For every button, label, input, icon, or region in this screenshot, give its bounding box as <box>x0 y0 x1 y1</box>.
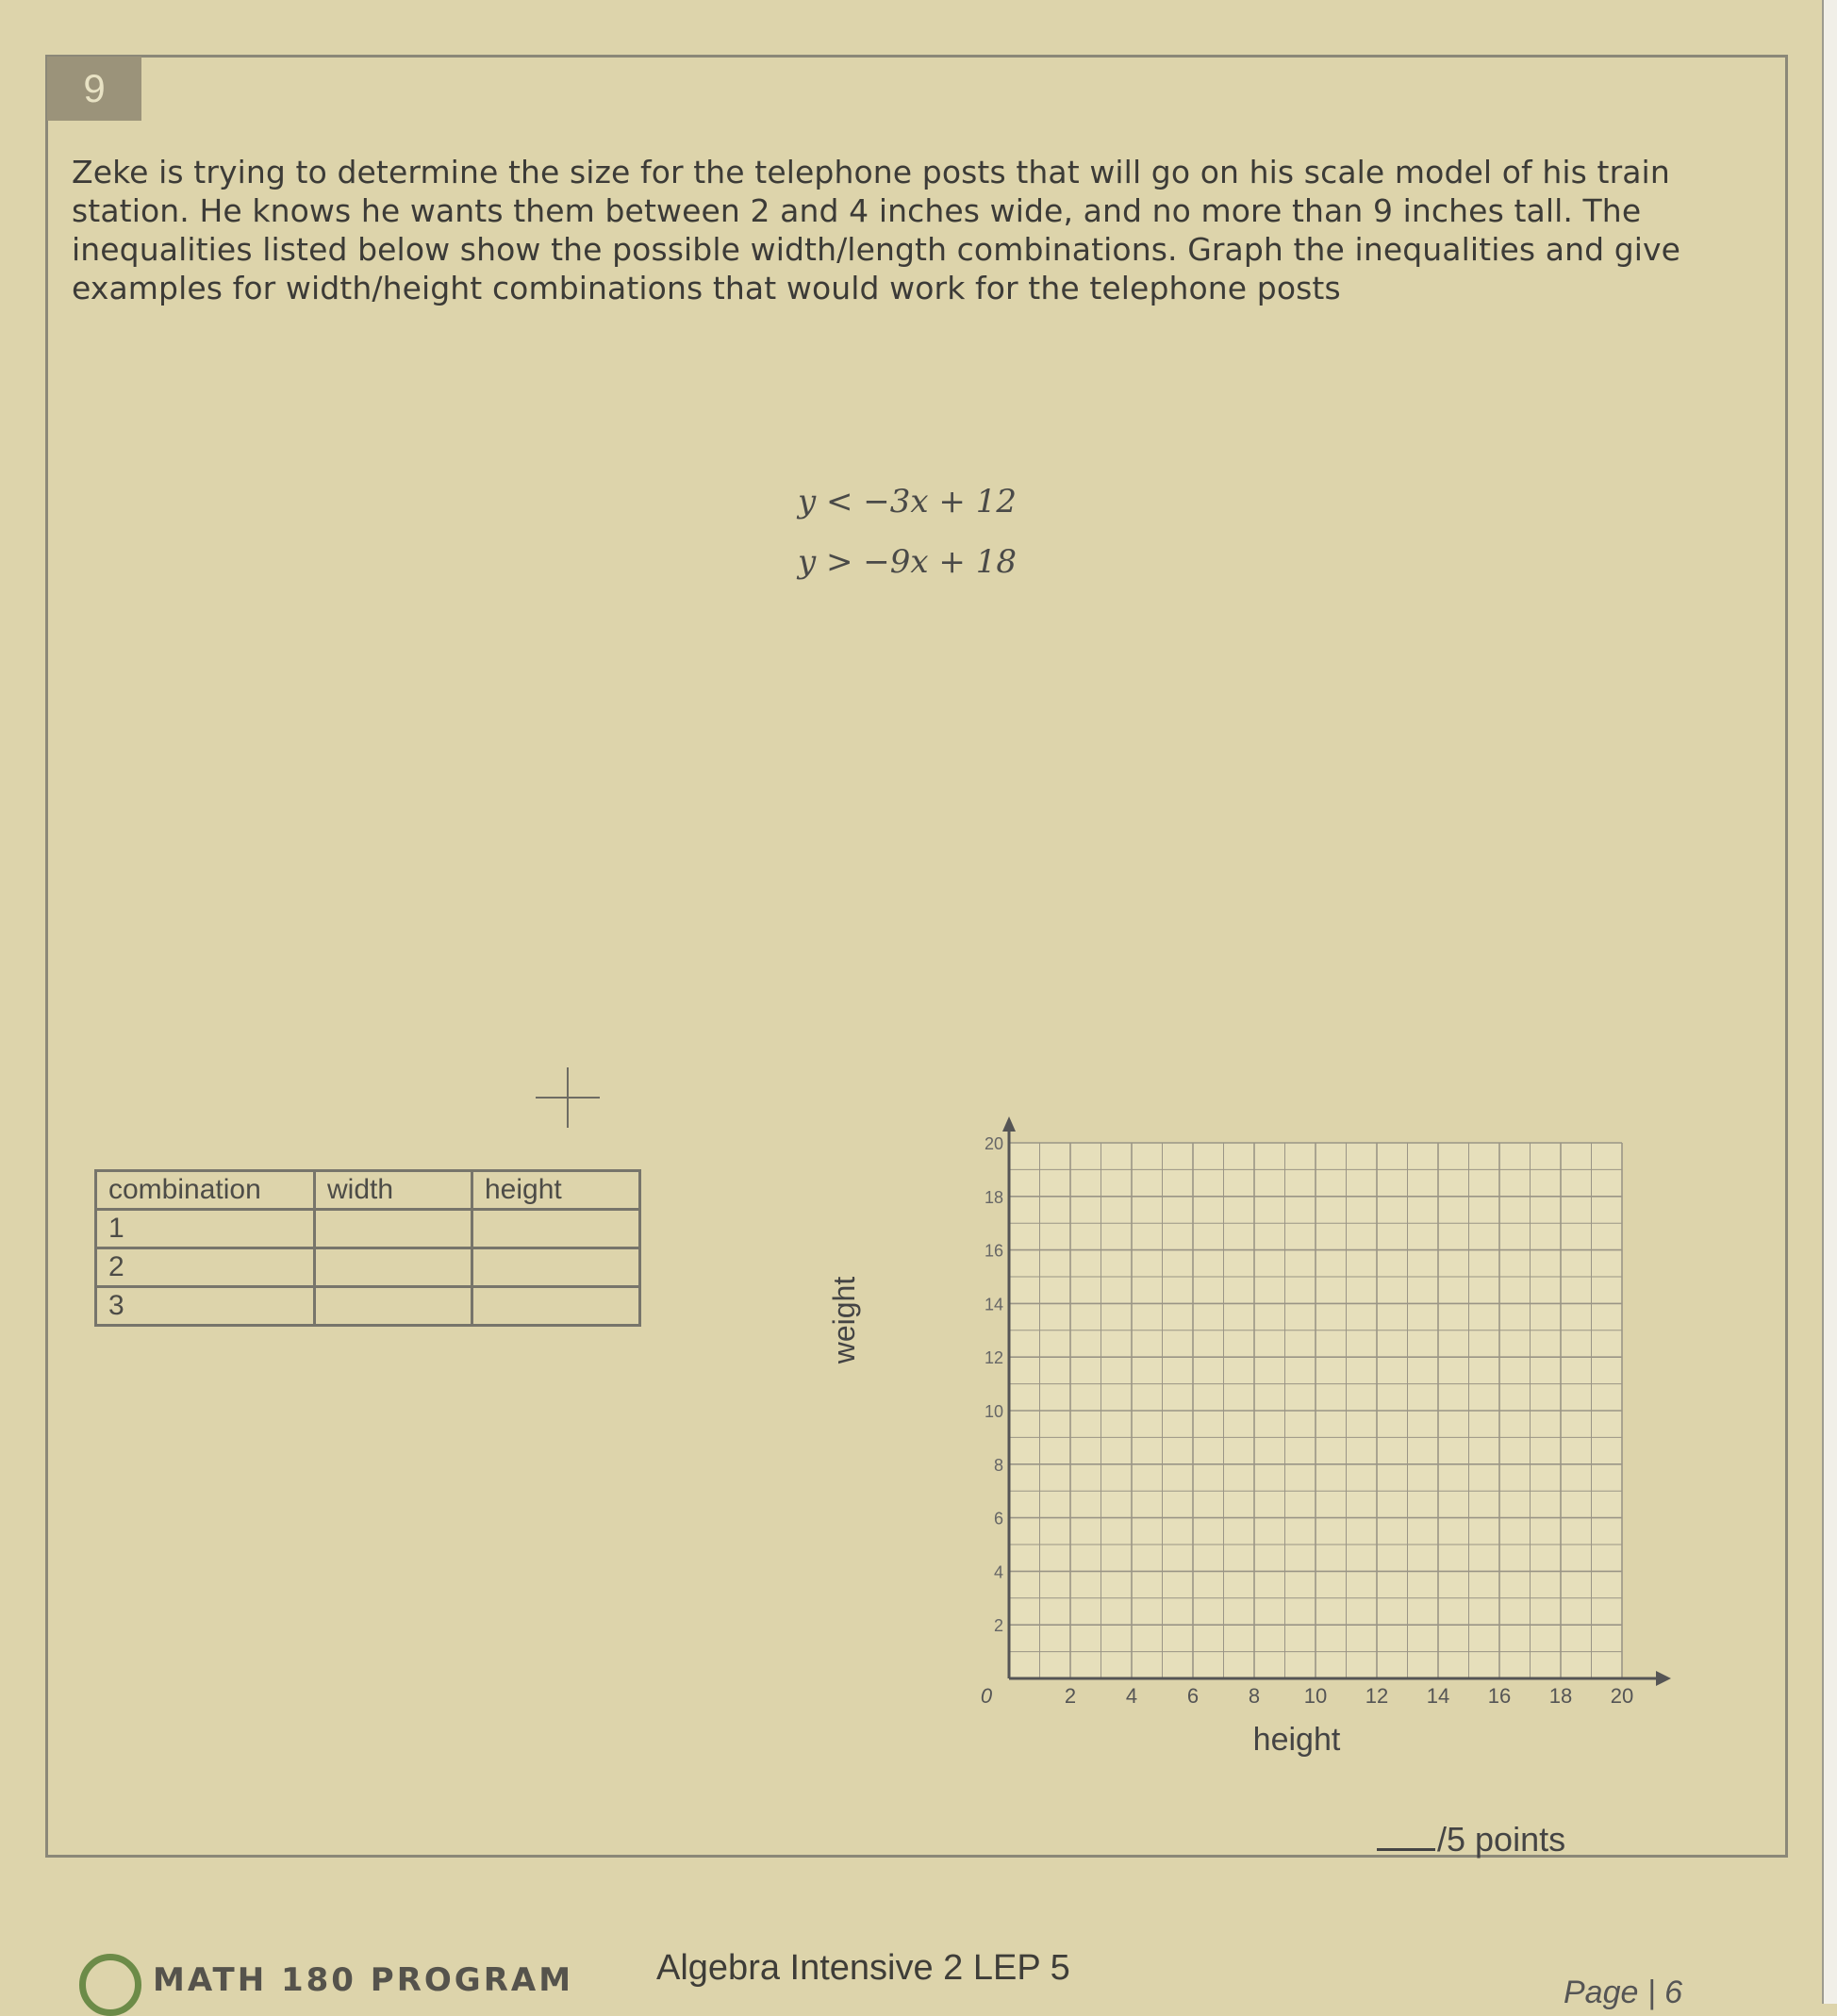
y-axis-label: weight <box>827 1276 861 1364</box>
y-axis-arrow-icon <box>1002 1116 1016 1132</box>
x-tick-label: 14 <box>1426 1684 1450 1708</box>
table-header-row <box>96 1171 640 1210</box>
y-tick-label: 4 <box>993 1562 1003 1582</box>
footer-program: MATH 180 PROGRAM <box>153 1961 574 1999</box>
points-label: /5 points <box>1437 1820 1566 1859</box>
width-cell[interactable] <box>315 1287 472 1326</box>
y-tick-label: 2 <box>993 1616 1003 1636</box>
inequalities <box>798 471 1017 592</box>
question-prompt: Zeke is trying to determine the size for the telephone posts that will go on his scale model of his train station. He knows he wants them between 2 and 4 inches wide, and no more than 9 inches tall. The inequalities listed below show the possible width/length combinations. Graph the inequalities and give examples for width/height combinations that would work for the telephone posts <box>72 154 1681 306</box>
x-tick-label: 2 <box>1064 1684 1077 1708</box>
column-header-height: height <box>472 1171 640 1210</box>
inequality-2: y > −9x + 18 <box>798 543 1017 581</box>
footer-course: Algebra Intensive 2 LEP 5 <box>656 1948 1070 1988</box>
table-row <box>96 1248 640 1287</box>
height-cell[interactable] <box>472 1287 640 1326</box>
x-tick-label: 10 <box>1303 1684 1328 1708</box>
question-number: 9 <box>47 57 141 121</box>
table-row <box>96 1287 640 1326</box>
column-header-width: width <box>315 1171 472 1210</box>
y-tick-label: 14 <box>984 1295 1003 1314</box>
column-header-combination: combination <box>96 1171 315 1210</box>
x-tick-label: 8 <box>1248 1684 1261 1708</box>
combination-cell: 3 <box>96 1287 315 1326</box>
x-tick-label: 4 <box>1125 1684 1138 1708</box>
x-axis-label: height <box>1252 1722 1341 1758</box>
combination-cell: 1 <box>96 1210 315 1248</box>
x-tick-label: 20 <box>1610 1684 1634 1708</box>
x-tick-label: 18 <box>1548 1684 1573 1708</box>
combination-table <box>94 1169 641 1327</box>
x-tick-label: 6 <box>1186 1684 1200 1708</box>
y-tick-label: 6 <box>993 1509 1003 1529</box>
coordinate-grid[interactable] <box>811 1113 1697 1773</box>
page-edge <box>1822 0 1837 2004</box>
width-cell[interactable] <box>315 1248 472 1287</box>
crosshair-cursor-icon <box>536 1067 600 1128</box>
x-tick-label: 16 <box>1487 1684 1512 1708</box>
x-axis-arrow-icon <box>1656 1671 1671 1686</box>
y-tick-label: 12 <box>984 1348 1003 1368</box>
inequality-1: y < −3x + 12 <box>798 483 1017 521</box>
y-tick-label: 8 <box>993 1455 1003 1475</box>
y-tick-label: 20 <box>984 1134 1003 1153</box>
combination-cell: 2 <box>96 1248 315 1287</box>
y-tick-label: 18 <box>984 1187 1003 1207</box>
y-tick-label: 16 <box>984 1241 1003 1261</box>
program-logo-icon <box>79 1954 141 2016</box>
score-line <box>1377 1820 1565 1859</box>
score-blank[interactable] <box>1377 1848 1435 1851</box>
x-tick-label: 0 <box>980 1684 993 1708</box>
footer-page-number: Page | 6 <box>1564 1975 1683 2010</box>
width-cell[interactable] <box>315 1210 472 1248</box>
x-tick-label: 12 <box>1365 1684 1389 1708</box>
table-row <box>96 1210 640 1248</box>
y-tick-label: 10 <box>984 1402 1003 1421</box>
height-cell[interactable] <box>472 1210 640 1248</box>
height-cell[interactable] <box>472 1248 640 1287</box>
